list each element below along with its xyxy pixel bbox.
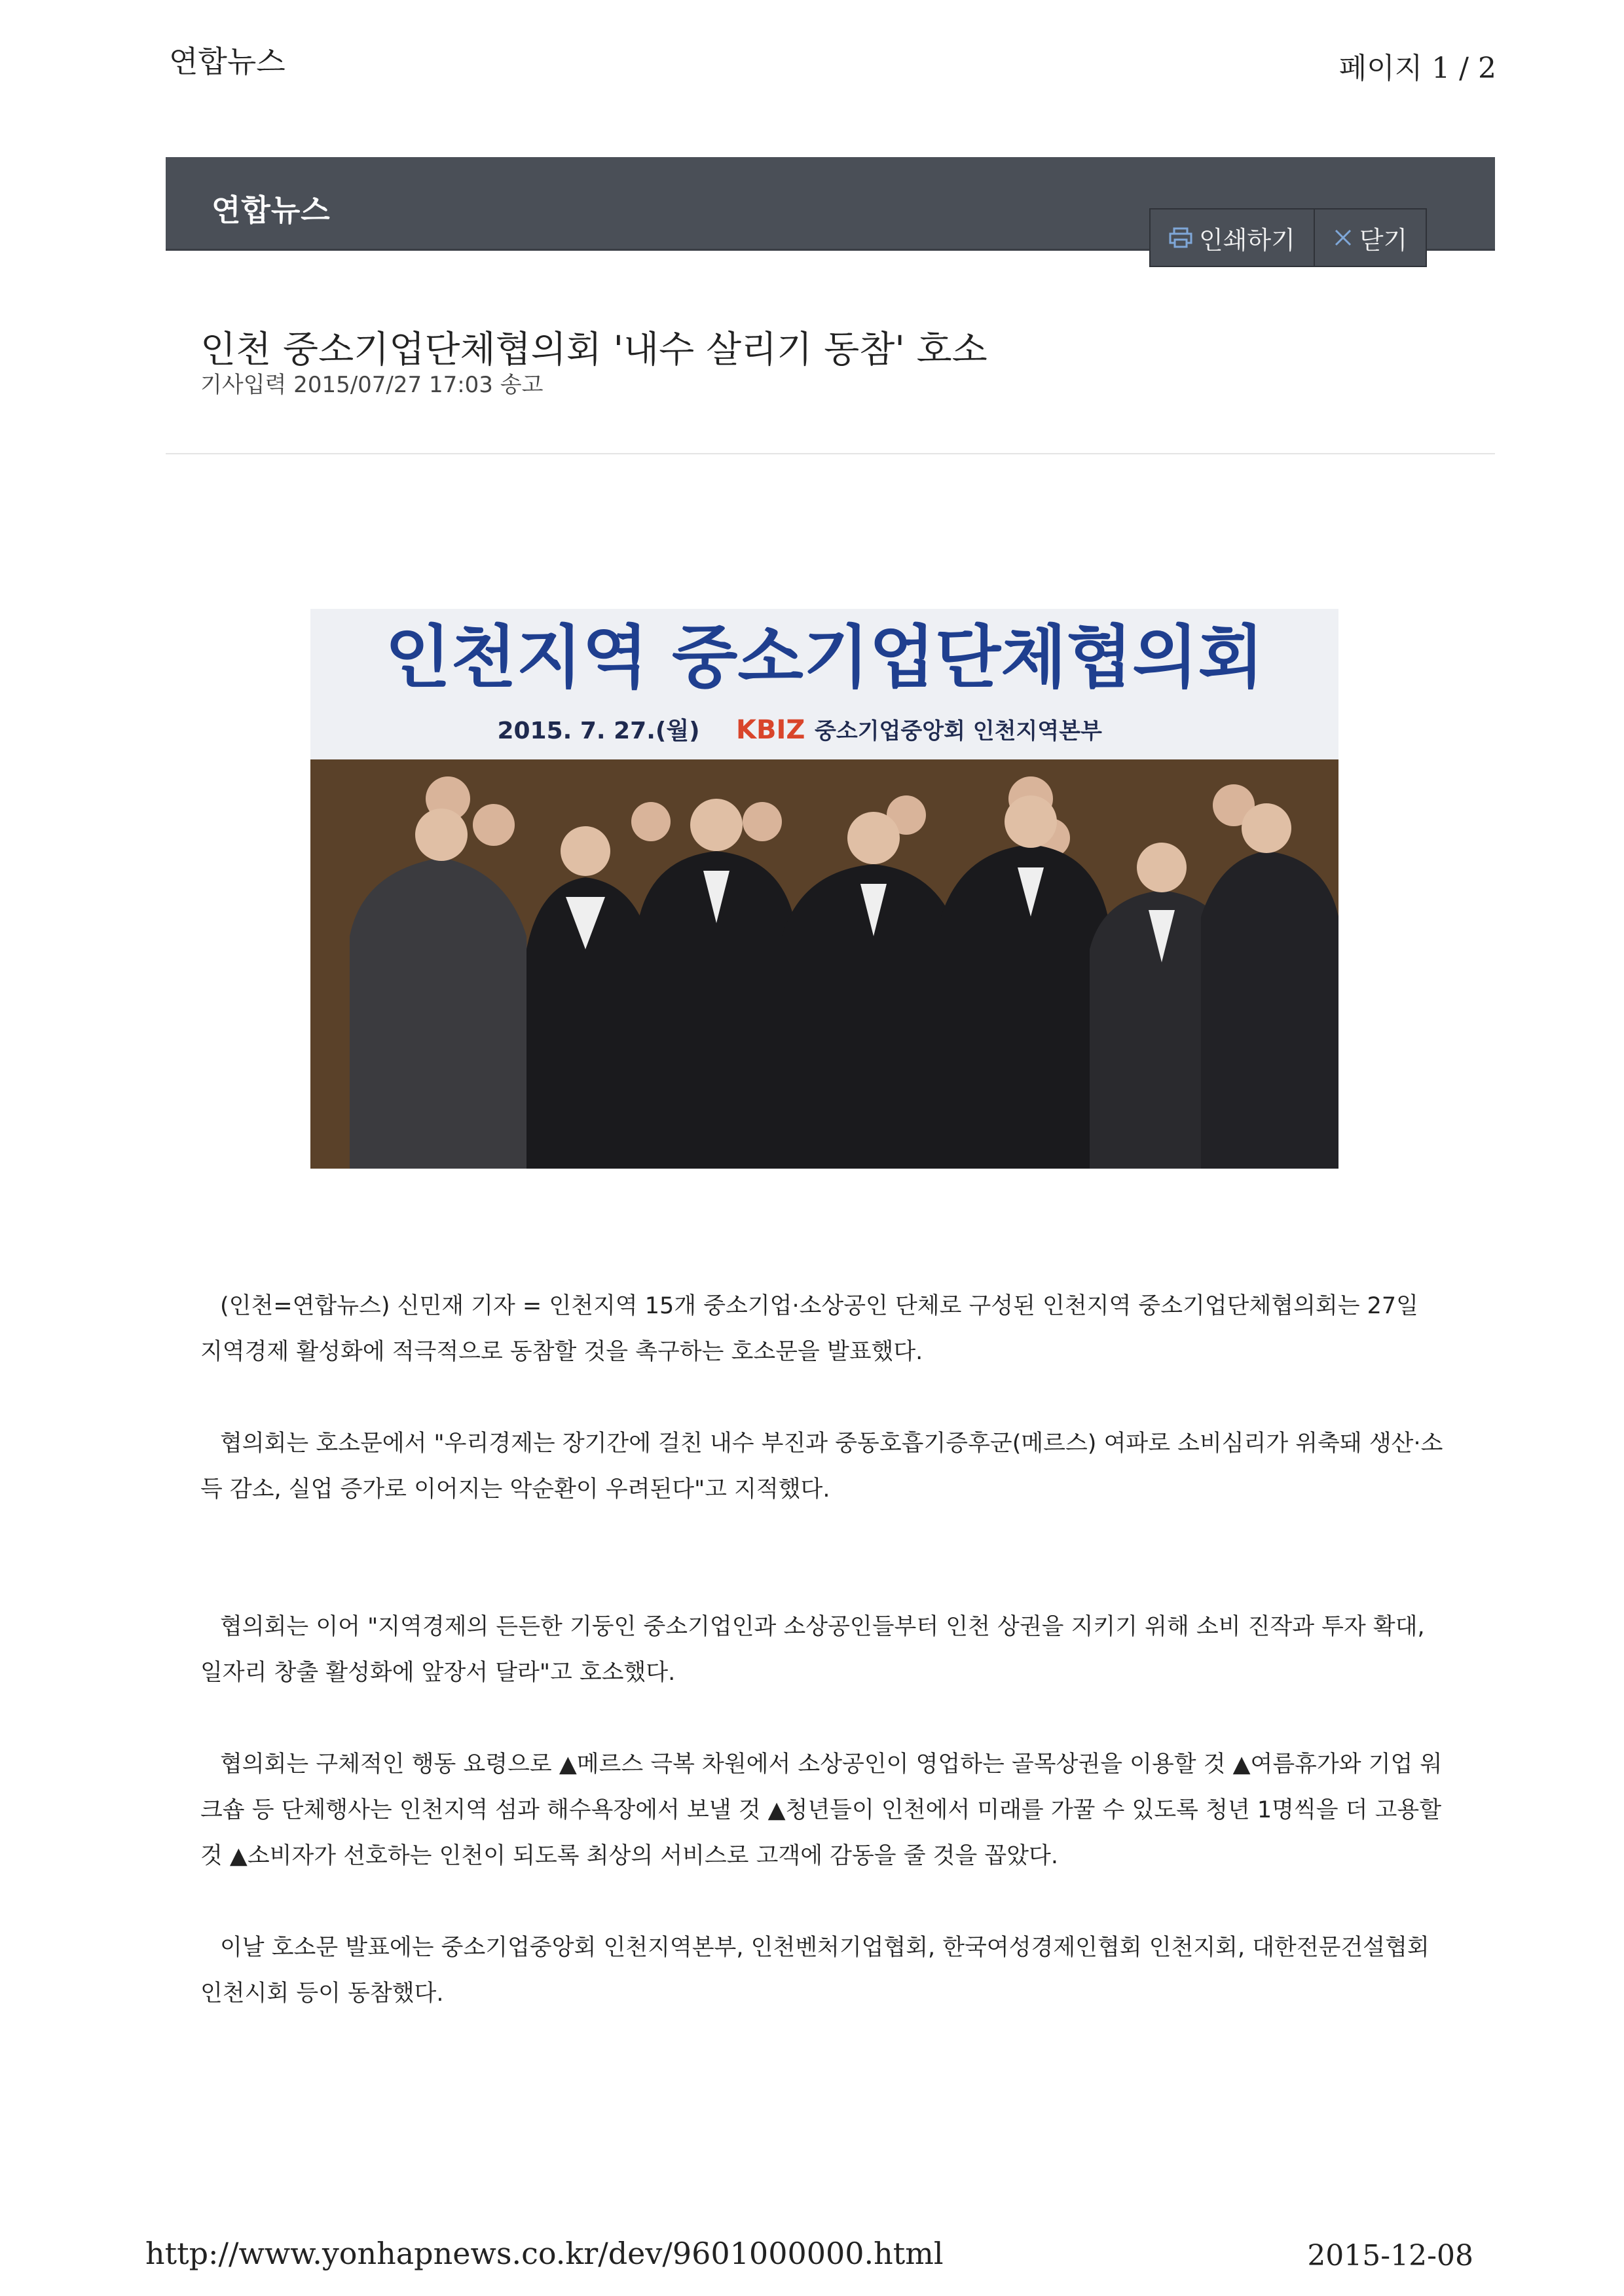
- print-button-label: 인쇄하기: [1199, 225, 1295, 255]
- article-paragraph: (인천=연합뉴스) 신민재 기자 = 인천지역 15개 중소기업·소상공인 단체로 구성된 인천지역 중소기업단체협의회는 27일 지역경제 활성화에 적극적으로 동참할 것을 촉구하는 호소문을 발표했다.: [200, 1293, 1418, 1365]
- banner-org-name: 중소기업중앙회 인천지역본부: [815, 718, 1102, 744]
- site-logo[interactable]: 연합뉴스: [212, 192, 331, 228]
- banner-title: 인천지역 중소기업단체협의회: [384, 617, 1264, 697]
- article-body: [200, 1283, 1445, 2062]
- close-icon: [1333, 228, 1353, 247]
- close-button-label: 닫기: [1359, 225, 1408, 255]
- print-button[interactable]: [1151, 210, 1315, 266]
- close-button[interactable]: [1315, 210, 1426, 266]
- article-paragraph: 협의회는 이어 "지역경제의 든든한 기둥인 중소기업인과 소상공인들부터 인천 상권을 지키기 위해 소비 진작과 투자 확대, 일자리 창출 활성화에 앞장서 달라"고 호소했다.: [200, 1614, 1425, 1686]
- article-paragraph: 협의회는 구체적인 행동 요령으로 ▲메르스 극복 차원에서 소상공인이 영업하는 골목상권을 이용할 것 ▲여름휴가와 기업 워크숍 등 단체행사는 인천지역 섬과 해수욕장에서 보낼 것 ▲청년들이 인천에서 미래를 가꿀 수 있도록 청년 1명씩을 더 고용할 것 ▲소비자가 선호하는 인천이 되도록 최상의 서비스로 고객에 감동을 줄 것을 꼽았다.: [200, 1751, 1443, 1869]
- article-paragraph: 이날 호소문 발표에는 중소기업중앙회 인천지역본부, 인천벤처기업협회, 한국여성경제인협회 인천지회, 대한전문건설협회 인천시회 등이 동참했다.: [200, 1935, 1430, 2007]
- banner-org-logo: KBIZ: [736, 715, 805, 745]
- article-toolbar: [1149, 208, 1427, 267]
- print-source-label: 연합뉴스: [169, 44, 286, 79]
- print-source-url: http://www.yonhapnews.co.kr/dev/9601000000.html: [145, 2236, 944, 2271]
- article-title: 인천 중소기업단체협의회 '내수 살리기 동참' 호소: [200, 328, 987, 371]
- print-date: 2015-12-08: [1307, 2239, 1473, 2272]
- banner-date: 2015. 7. 27.(월): [497, 718, 700, 744]
- print-page-number: 페이지 1 / 2: [1338, 52, 1496, 85]
- article-paragraph: 협의회는 호소문에서 "우리경제는 장기간에 걸친 내수 부진과 중동호흡기증후군(메르스) 여파로 소비심리가 위축돼 생산·소득 감소, 실업 증가로 이어지는 악순환이 우려된다"고 지적했다.: [200, 1430, 1443, 1503]
- article-photo: [310, 609, 1338, 1169]
- header-divider: [166, 453, 1495, 454]
- article-byline: 기사입력 2015/07/27 17:03 송고: [200, 372, 544, 398]
- printer-icon: [1169, 227, 1192, 248]
